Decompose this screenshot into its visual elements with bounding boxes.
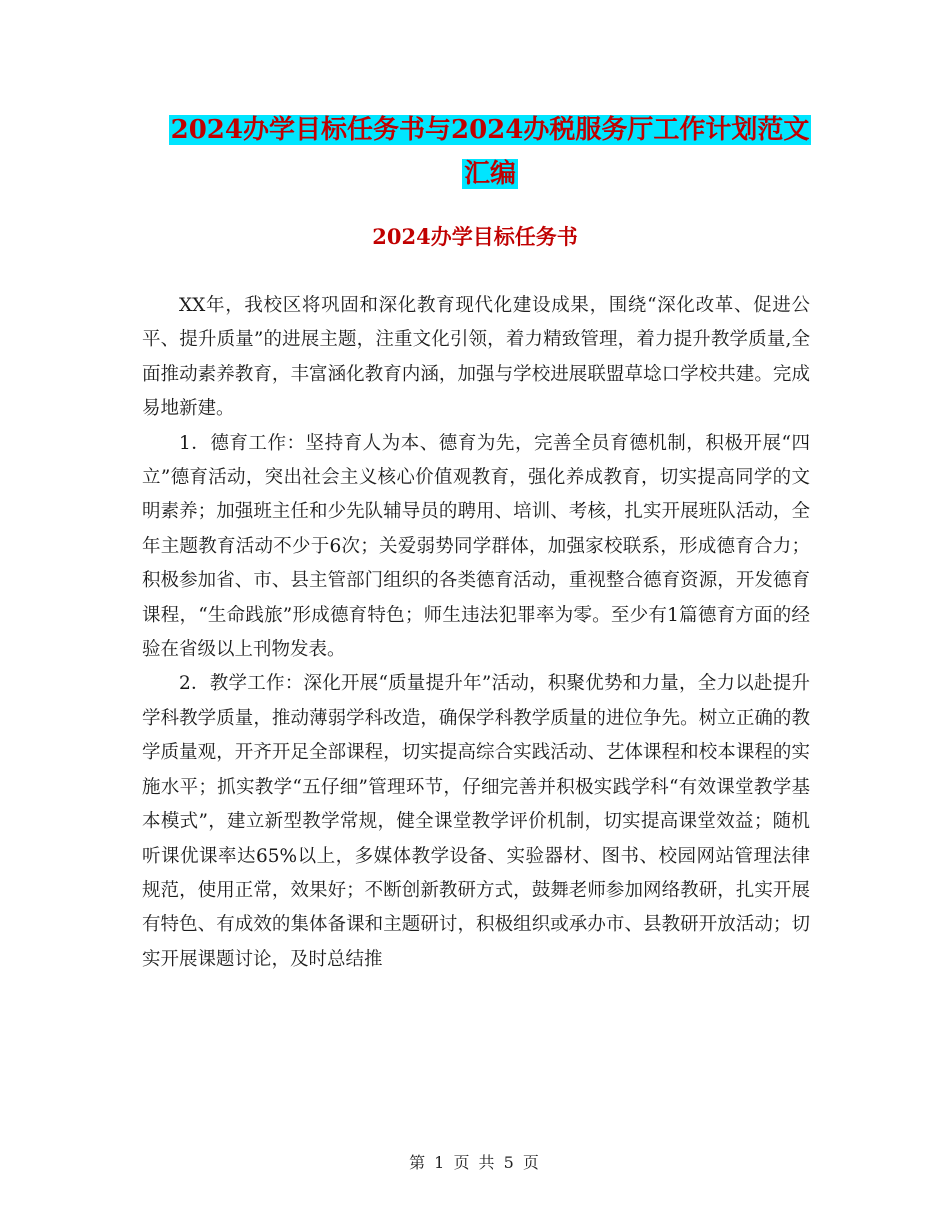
title-line-2: 汇编 [463,159,516,189]
page-footer: 第 1 页 共 5 页 [409,1153,541,1172]
paragraph-moral-education: 1．德育工作：坚持育人为本、德育为先，完善全员育德机制，积极开展“四立”德育活动，突出社会主义核心价值观教育，强化养成教育，切实提高同学的文明素养；加强班主任和少先队辅导员的聘用、培训、考核，扎实开展班队活动，全年主题教育活动不少于6次；关爱弱势同学群体，加强家校联系，形成德育合力；积极参加省、市、县主管部门组织的各类德育活动，重视整合德育资源，开发德育课程，“生命践旅”形成德育特色；师生违法犯罪率为零。至少有1篇德育方面的经验在省级以上刊物发表。 [142,432,810,661]
document-title [140,108,840,196]
paragraph-teaching: 2．教学工作：深化开展“质量提升年”活动，积聚优势和力量，全力以赴提升学科教学质量，推动薄弱学科改造，确保学科教学质量的进位争先。树立正确的教学质量观，开齐开足全部课程，切实提高综合实践活动、艺体课程和校本课程的实施水平；抓实教学“五仔细”管理环节，仔细完善并积极实践学科“有效课堂教学基本模式”，建立新型教学常规，健全课堂教学评价机制，切实提高课堂效益；随机听课优课率达65%以上，多媒体教学设备、实验器材、图书、校园网站管理法律规范，使用正常，效果好；不断创新教研方式，鼓舞老师参加网络教研，扎实开展有特色、有成效的集体备课和主题研讨，积极组织或承办市、县教研开放活动；切实开展课题讨论，及时总结推 [142,673,810,970]
section-title: 2024办学目标任务书 [372,224,578,249]
paragraph-intro: XX年，我校区将巩固和深化教育现代化建设成果，围绕“深化改革、促进公平、提升质量”的进展主题，注重文化引领，着力精致管理，着力提升教学质量,全面推动素养教育，丰富涵化教育内涵，加强与学校进展联盟草埝口学校共建。完成易地新建。 [142,295,810,420]
body-text [142,289,810,977]
title-line-1: 2024办学目标任务书与2024办税服务厅工作计划范文 [170,115,810,145]
